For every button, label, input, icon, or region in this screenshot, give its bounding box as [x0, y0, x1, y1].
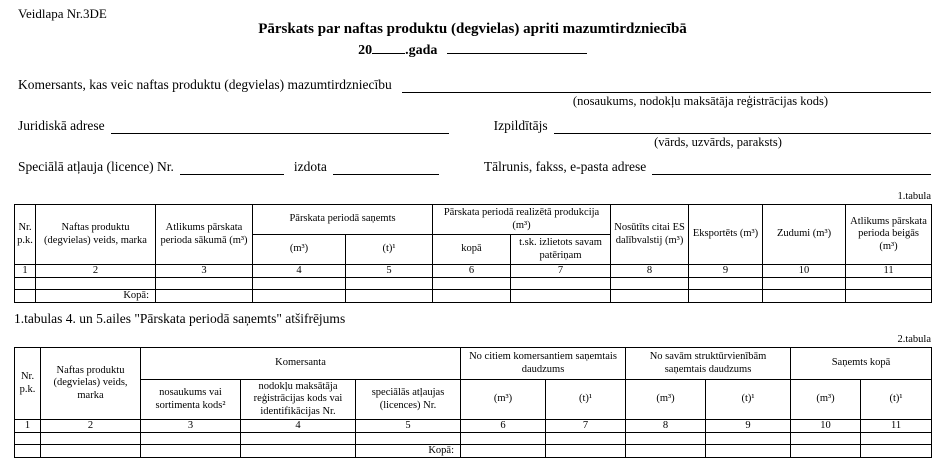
- t2-colnum: 5: [356, 420, 461, 433]
- t2-data-cell: [461, 433, 546, 445]
- table-2: [14, 347, 932, 458]
- t1-colnum: 4: [253, 265, 346, 278]
- t1-header-group-received: Pārskata periodā saņemts: [253, 205, 433, 235]
- t1-data-cell: [689, 278, 763, 290]
- t1-data-cell: [346, 278, 433, 290]
- year-fill-line: [372, 41, 405, 54]
- t1-colnum: 7: [511, 265, 611, 278]
- t2-header-m3-a: (m³): [461, 380, 546, 420]
- t1-colnum: 9: [689, 265, 763, 278]
- t2-data-cell: [791, 433, 861, 445]
- t1-colnum: 2: [36, 265, 156, 278]
- t1-data-cell: [611, 290, 689, 303]
- issued-date-fill-line: [333, 159, 439, 175]
- t1-data-cell: [253, 278, 346, 290]
- t2-column-numbers-row: [15, 420, 932, 433]
- merchant-fill-line: [402, 77, 931, 93]
- t1-data-cell: [611, 278, 689, 290]
- year-prefix: 20: [358, 43, 373, 58]
- t1-header-closing-balance: Atlikums pārskata perioda beigās (m³): [846, 205, 932, 265]
- t1-header-t: (t)¹: [346, 235, 433, 265]
- executor-fill-line: [554, 118, 931, 134]
- t2-header-row-1: [15, 348, 932, 380]
- t1-column-numbers-row: [15, 265, 932, 278]
- t2-data-cell: [15, 433, 41, 445]
- t1-data-cell: [346, 290, 433, 303]
- contact-fill-line: [652, 159, 931, 175]
- t1-data-cell: [433, 278, 511, 290]
- gada-label: .gada: [405, 43, 438, 58]
- year-line: [0, 41, 945, 59]
- t2-colnum: 7: [546, 420, 626, 433]
- t1-header-product-type: Naftas produktu (degvielas) veids, marka: [36, 205, 156, 265]
- t2-colnum: 2: [41, 420, 141, 433]
- t2-header-group-from-merchants: No citiem komersantiem saņemtais daudzums: [461, 348, 626, 380]
- t2-header-product-type: Naftas produktu (degvielas) veids, marka: [41, 348, 141, 420]
- t2-header-name-code: nosaukums vai sortimenta kods²: [141, 380, 241, 420]
- t1-total-label: Kopā:: [36, 290, 156, 303]
- t1-colnum: 11: [846, 265, 932, 278]
- table-1: [14, 204, 932, 303]
- t1-data-cell: [846, 278, 932, 290]
- legal-address-fill-line: [111, 118, 449, 134]
- t2-data-cell: [546, 433, 626, 445]
- t1-data-cell: [763, 278, 846, 290]
- t2-data-cell: [41, 433, 141, 445]
- t1-colnum: 5: [346, 265, 433, 278]
- t2-header-group-from-units: No savām struktūrvienībām saņemtais daudzums: [626, 348, 791, 380]
- t2-data-cell: [141, 433, 241, 445]
- t2-header-reg-code: nodokļu maksātāja reģistrācijas kods vai identifikācijas Nr.: [241, 380, 356, 420]
- t1-header-m3: (m³): [253, 235, 346, 265]
- t2-data-cell: [461, 445, 546, 458]
- t2-colnum: 9: [706, 420, 791, 433]
- t2-colnum: 4: [241, 420, 356, 433]
- t2-data-cell: [626, 433, 706, 445]
- t2-data-cell: [41, 445, 141, 458]
- t2-empty-data-row: [15, 433, 932, 445]
- t1-data-cell: [846, 290, 932, 303]
- t2-header-group-merchant: Komersanta: [141, 348, 461, 380]
- t2-data-cell: [861, 445, 932, 458]
- t2-colnum: 3: [141, 420, 241, 433]
- t2-header-m3-b: (m³): [626, 380, 706, 420]
- table2-caption: 2.tabula: [897, 334, 931, 345]
- t1-data-cell: [689, 290, 763, 303]
- t1-header-own-use: t.sk. izlietots savam patēriņam: [511, 235, 611, 265]
- merchant-row: [18, 77, 931, 93]
- t2-data-cell: [241, 445, 356, 458]
- t1-header-opening-balance: Atlikums pārskata perioda sākumā (m³): [156, 205, 253, 265]
- t1-header-losses: Zudumi (m³): [763, 205, 846, 265]
- t2-header-group-total: Saņemts kopā: [791, 348, 932, 380]
- t2-data-cell: [141, 445, 241, 458]
- t1-data-cell: [433, 290, 511, 303]
- executor-hint: (vārds, uzvārds, paraksts): [654, 135, 782, 149]
- t1-data-cell: [156, 290, 253, 303]
- t2-data-cell: [241, 433, 356, 445]
- t2-header-row-2: [15, 380, 932, 420]
- t1-data-cell: [511, 290, 611, 303]
- contact-label: Tālrunis, fakss, e-pasta adrese: [483, 159, 647, 174]
- t1-colnum: 8: [611, 265, 689, 278]
- table2-intro-text: 1.tabulas 4. un 5.ailes "Pārskata periodā saņemts" atšifrējums: [14, 311, 346, 326]
- license-label: Speciālā atļauja (licence) Nr.: [18, 159, 174, 174]
- t1-data-cell: [253, 290, 346, 303]
- t1-data-cell: [511, 278, 611, 290]
- t2-data-cell: [791, 445, 861, 458]
- t1-header-group-sold: Pārskata periodā realizētā produkcija (m³): [433, 205, 611, 235]
- t1-empty-data-row: [15, 278, 932, 290]
- license-number-fill-line: [180, 159, 284, 175]
- t2-header-t-a: (t)¹: [546, 380, 626, 420]
- t1-header-total: kopā: [433, 235, 511, 265]
- t2-colnum: 6: [461, 420, 546, 433]
- t2-data-cell: [626, 445, 706, 458]
- address-row: [18, 118, 931, 134]
- t2-total-label: Kopā:: [356, 445, 461, 458]
- merchant-hint: (nosaukums, nodokļu maksātāja reģistrācijas kods): [572, 94, 829, 108]
- executor-label: Izpildītājs: [493, 118, 548, 133]
- t1-header-sent-eu: Nosūtīts citai ES dalībvalstij (m³): [611, 205, 689, 265]
- t1-data-cell: [763, 290, 846, 303]
- t1-data-cell: [36, 278, 156, 290]
- t1-header-nr: Nr. p.k.: [15, 205, 36, 265]
- t1-colnum: 3: [156, 265, 253, 278]
- t2-header-m3-c: (m³): [791, 380, 861, 420]
- page-title: Pārskats par naftas produktu (degvielas) apriti mazumtirdzniecībā: [258, 21, 687, 37]
- t2-header-nr: Nr. p.k.: [15, 348, 41, 420]
- t2-header-license-nr: speciālās atļaujas (licences) Nr.: [356, 380, 461, 420]
- t2-data-cell: [546, 445, 626, 458]
- t2-data-cell: [706, 433, 791, 445]
- legal-address-label: Juridiskā adrese: [18, 118, 105, 133]
- t2-header-t-c: (t)¹: [861, 380, 932, 420]
- issued-label: izdota: [293, 159, 327, 174]
- t2-colnum: 11: [861, 420, 932, 433]
- t1-header-exported: Eksportēts (m³): [689, 205, 763, 265]
- t2-data-cell: [706, 445, 791, 458]
- merchant-label: Komersants, kas veic naftas produktu (degvielas) mazumtirdzniecību: [18, 77, 392, 92]
- table1-caption: 1.tabula: [897, 191, 931, 202]
- t1-colnum: 6: [433, 265, 511, 278]
- t1-colnum: 10: [763, 265, 846, 278]
- t2-data-cell: [15, 445, 41, 458]
- period-fill-line: [447, 41, 587, 54]
- t1-data-cell: [15, 278, 36, 290]
- t1-data-cell: [156, 278, 253, 290]
- t2-data-cell: [861, 433, 932, 445]
- t2-colnum: 1: [15, 420, 41, 433]
- t1-header-row-1: [15, 205, 932, 235]
- t1-total-row: [15, 290, 932, 303]
- form-number: Veidlapa Nr.3DE: [18, 6, 107, 21]
- t2-header-t-b: (t)¹: [706, 380, 791, 420]
- t1-data-cell: [15, 290, 36, 303]
- t2-colnum: 10: [791, 420, 861, 433]
- t2-total-row: [15, 445, 932, 458]
- t2-data-cell: [356, 433, 461, 445]
- license-row: [18, 159, 931, 175]
- t1-colnum: 1: [15, 265, 36, 278]
- t2-colnum: 8: [626, 420, 706, 433]
